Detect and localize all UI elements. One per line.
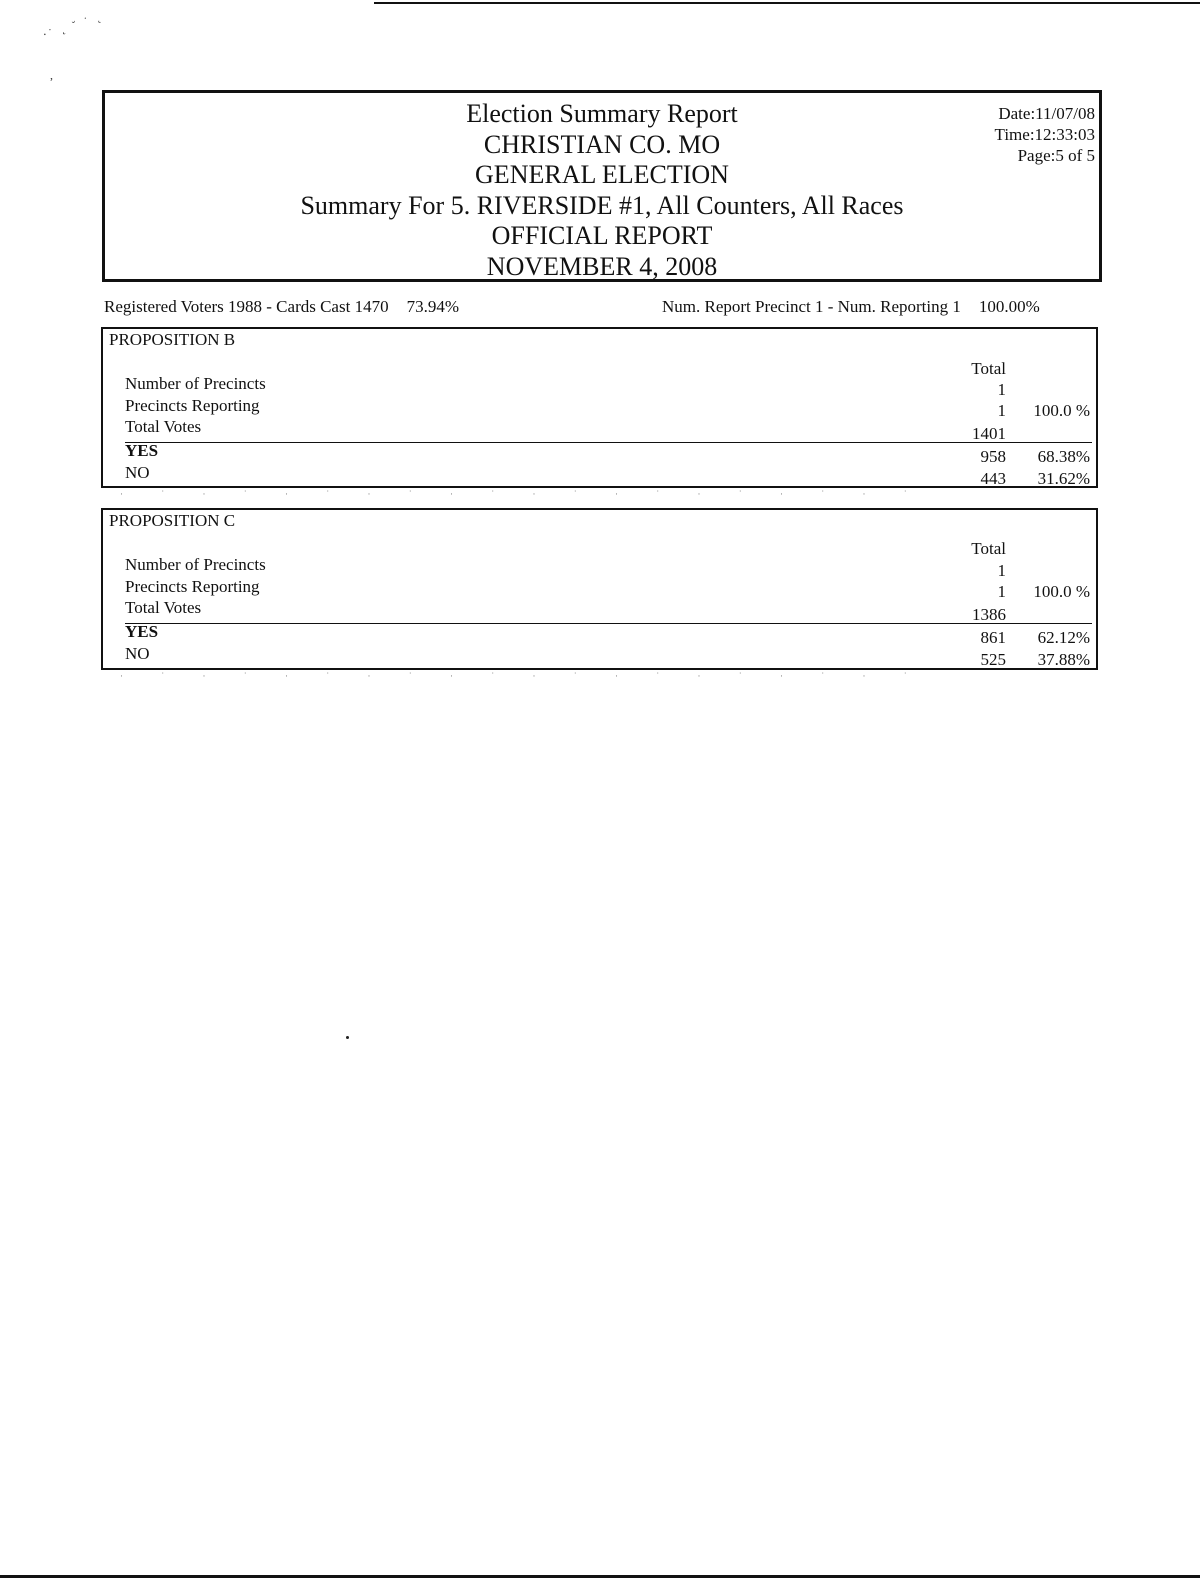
proposition-title: PROPOSITION B bbox=[109, 330, 236, 349]
scan-edge-line bbox=[0, 1575, 1200, 1578]
choice-label: NO bbox=[125, 644, 150, 663]
choice-votes: 958 bbox=[980, 447, 1006, 466]
row-label: Precincts Reporting bbox=[125, 396, 260, 415]
report-status: OFFICIAL REPORT bbox=[491, 221, 713, 250]
row-value: 1 bbox=[997, 401, 1006, 420]
stat-row bbox=[103, 417, 1096, 443]
stat-row bbox=[103, 374, 1096, 399]
report-header-box bbox=[102, 90, 1102, 282]
scan-specks: ⸱˙ ˛ ˘ ˙ ˛ bbox=[41, 10, 105, 42]
stat-row bbox=[103, 396, 1096, 420]
row-label: Total Votes bbox=[125, 598, 202, 617]
precinct-reporting-summary bbox=[662, 297, 1040, 317]
choice-percent: 31.62% bbox=[1037, 469, 1090, 488]
proposition-b-section bbox=[101, 327, 1098, 488]
choice-row-no bbox=[103, 463, 1096, 488]
total-column-header: Total bbox=[971, 359, 1006, 378]
choice-votes: 443 bbox=[980, 469, 1006, 488]
county-name: CHRISTIAN CO. MO bbox=[483, 129, 721, 159]
row-value: 1401 bbox=[972, 424, 1006, 443]
proposition-title: PROPOSITION C bbox=[109, 511, 236, 530]
total-column-header: Total bbox=[971, 539, 1006, 558]
registered-cards-text: Registered Voters 1988 - Cards Cast 1470 bbox=[104, 297, 389, 316]
choice-votes: 861 bbox=[980, 628, 1006, 647]
row-label: Total Votes bbox=[125, 417, 202, 436]
scan-noise: · ˙ · ˙ · ˙ · ˙ · ˙ · ˙ · ˙ · ˙ · ˙ · ˙ bbox=[120, 489, 925, 499]
reporting-percent: 100.00% bbox=[978, 297, 1040, 316]
choice-percent: 68.38% bbox=[1037, 447, 1090, 466]
stat-row bbox=[103, 598, 1096, 624]
scan-noise: · ˙ · ˙ · ˙ · ˙ · ˙ · ˙ · ˙ · ˙ · ˙ · ˙ bbox=[120, 671, 925, 681]
row-label: Number of Precincts bbox=[125, 374, 266, 393]
choice-row-no bbox=[103, 644, 1096, 669]
row-percent: 100.0 % bbox=[1033, 582, 1090, 601]
choice-label: YES bbox=[125, 441, 159, 460]
row-value: 1 bbox=[997, 380, 1006, 399]
row-value: 1386 bbox=[972, 605, 1006, 624]
election-date: NOVEMBER 4, 2008 bbox=[486, 251, 718, 281]
row-value: 1 bbox=[997, 561, 1006, 580]
report-meta bbox=[995, 103, 1095, 166]
choice-percent: 37.88% bbox=[1037, 650, 1090, 669]
choice-row-yes bbox=[103, 441, 1096, 466]
stat-row bbox=[103, 577, 1096, 601]
choice-row-yes bbox=[103, 622, 1096, 647]
choice-label: YES bbox=[125, 622, 159, 641]
row-label: Precincts Reporting bbox=[125, 577, 260, 596]
row-value: 1 bbox=[997, 582, 1006, 601]
scan-edge-line bbox=[374, 2, 1200, 4]
report-date: Date:11/07/08 bbox=[998, 104, 1095, 123]
choice-label: NO bbox=[125, 463, 150, 482]
report-page: Page:5 of 5 bbox=[1017, 146, 1095, 165]
voter-turnout-summary bbox=[104, 297, 459, 317]
choice-percent: 62.12% bbox=[1037, 628, 1090, 647]
election-name: GENERAL ELECTION bbox=[475, 160, 729, 189]
precinct-reporting-text: Num. Report Precinct 1 - Num. Reporting 1 bbox=[662, 297, 961, 316]
turnout-percent: 73.94% bbox=[406, 297, 459, 316]
proposition-c-section bbox=[101, 508, 1098, 670]
scan-speck: , bbox=[50, 68, 53, 82]
row-label: Number of Precincts bbox=[125, 555, 266, 574]
report-time: Time:12:33:03 bbox=[994, 125, 1095, 144]
row-percent: 100.0 % bbox=[1033, 401, 1090, 420]
report-title-block bbox=[105, 99, 1099, 282]
choice-votes: 525 bbox=[980, 650, 1006, 669]
report-title: Election Summary Report bbox=[466, 99, 738, 128]
stat-row bbox=[103, 555, 1096, 580]
summary-scope: Summary For 5. RIVERSIDE #1, All Counters, All Races bbox=[300, 190, 904, 220]
scan-dot bbox=[346, 1036, 349, 1039]
